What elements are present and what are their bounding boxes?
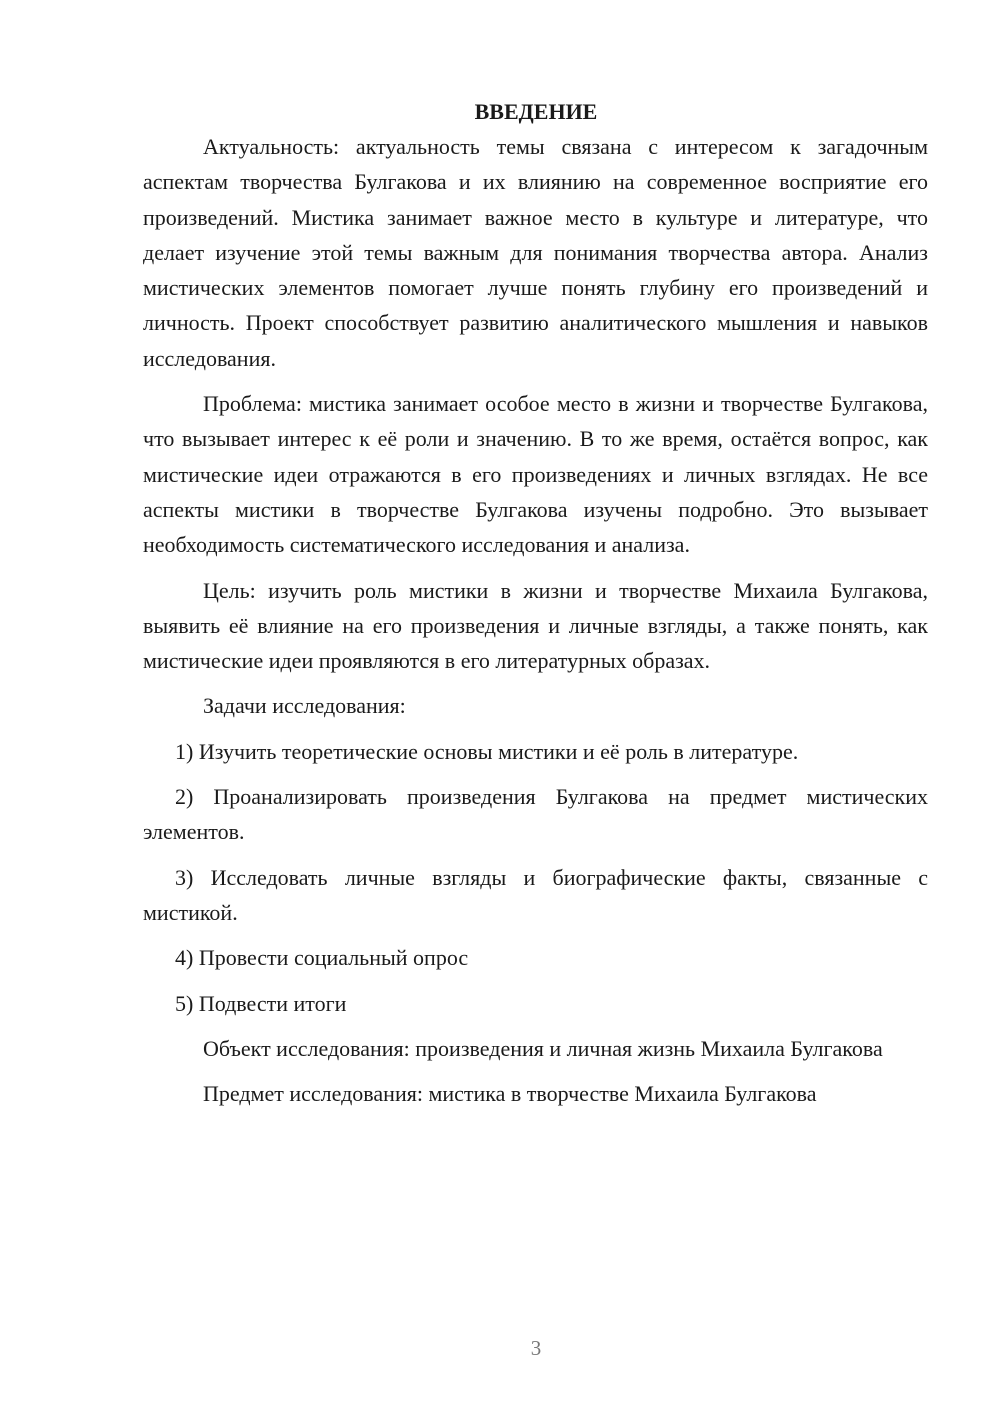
task-item-2: 2) Проанализировать произведения Булгакова на предмет мистических элементов. (143, 784, 928, 845)
relevance-paragraph: Актуальность: актуальность темы связана с интересом к загадочным аспектам творчества Булгакова и их влиянию на современное восприятие его произведений. Мистика занимает важное место в культуре и литературе, что делает изучение этой темы важным для понимания творчества автора. Анализ мистических элементов помогает лучше понять глубину его произведений и личность. Проект способствует развитию аналитического мышления и навыков исследования. (143, 134, 928, 371)
task-item-3: 3) Исследовать личные взгляды и биографические факты, связанные с мистикой. (143, 864, 928, 925)
problem-paragraph: Проблема: мистика занимает особое место в жизни и творчестве Булгакова, что вызывает интерес к её роли и значению. В то же время, остаётся вопрос, как мистические идеи отражаются в его произведениях и личных взглядах. Не все аспекты мистики в творчестве Булгакова изучены подробно. Это вызывает необходимость систематического исследования и анализа. (143, 391, 928, 558)
goal-paragraph: Цель: изучить роль мистики в жизни и творчестве Михаила Булгакова, выявить её влияние на его произведения и личные взгляды, а также понять, как мистические идеи проявляются в его литературных образах. (143, 577, 928, 674)
subject-paragraph: Предмет исследования: мистика в творчестве Михаила Булгакова (203, 1081, 817, 1107)
page-title: ВВЕДЕНИЕ (474, 99, 598, 124)
document-page (143, 94, 928, 1121)
object-paragraph: Объект исследования: произведения и личная жизнь Михаила Булгакова (203, 1035, 883, 1061)
task-item-1: 1) Изучить теоретические основы мистики и её роль в литературе. (175, 738, 799, 764)
task-item-4: 4) Провести социальный опрос (175, 945, 469, 971)
tasks-intro: Задачи исследования: (203, 693, 406, 719)
page-number: 3 (530, 1336, 542, 1360)
task-item-5: 5) Подвести итоги (175, 990, 347, 1016)
